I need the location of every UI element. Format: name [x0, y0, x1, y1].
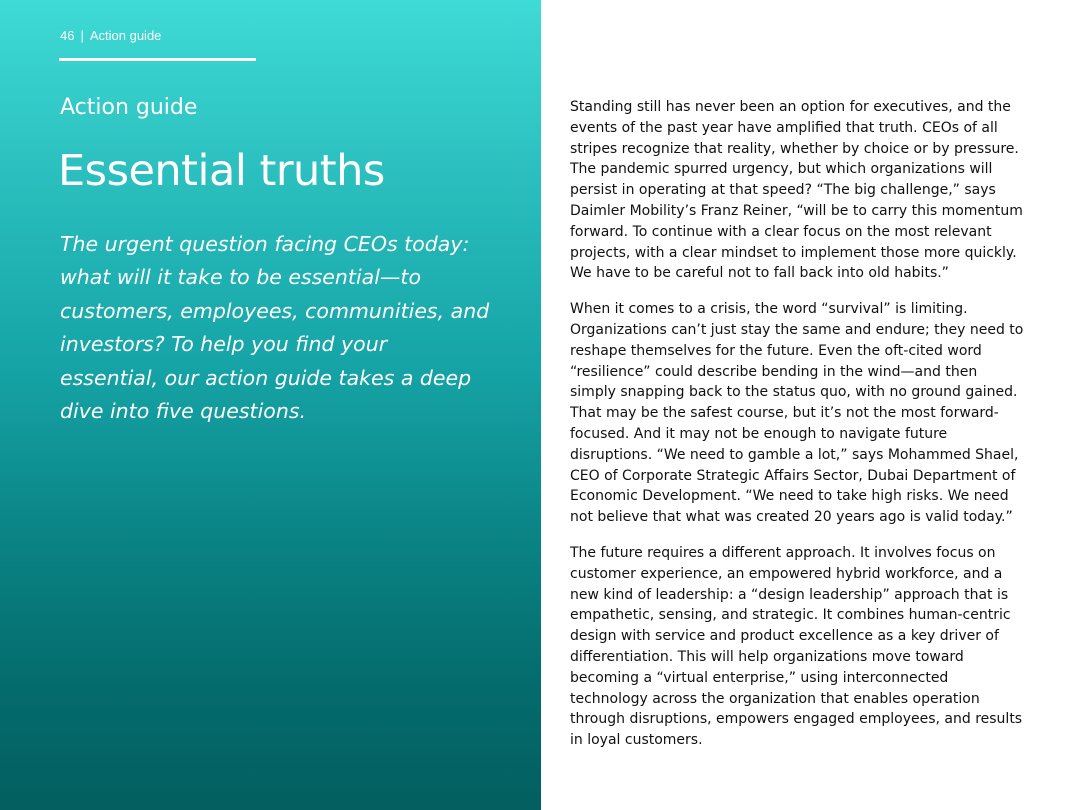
- header-rule: [59, 58, 256, 61]
- intro-text: The urgent question facing CEOs today: what will it take to be essential—to customers, employees, communities, and investors? To help you find your essential, our action guide takes a deep dive into five questions.: [60, 232, 490, 424]
- body-paragraph-3: The future requires a different approach. It involves focus on customer experience, an empowered hybrid workforce, and a new kind of leadership: a “design leadership” approach that is empathetic, sensing, and strategic. It combines human-centric design with service and product excellence as a key driver of differentiation. This will help organizations move toward becoming a “virtual enterprise,” using interconnected technology across the organization that enables operation through disruptions, empowers engaged employees, and results in loyal customers.: [570, 544, 1023, 749]
- section-label: Action guide: [60, 95, 198, 120]
- page-number: 46: [60, 28, 75, 43]
- page-header: [60, 28, 161, 43]
- page-title: Essential truths: [58, 146, 385, 196]
- body-paragraph-2: When it comes to a crisis, the word “survival” is limiting. Organizations can’t just stay the same and endure; they need to reshape themselves for the future. Even the oft-cited word “resilience” could describe bending in the wind—and then simply snapping back to the status quo, with no ground gained. That may be the safest course, but it’s not the most forward-focused. And it may not be enough to navigate future disruptions. “We need to gamble a lot,” says Mohammed Shael, CEO of Corporate Strategic Affairs Sector, Dubai Department of Economic Development. “We need to take high risks. We need not believe that what was created 20 years ago is valid today.”: [570, 301, 1024, 526]
- header-section: Action guide: [89, 28, 162, 43]
- header-separator: |: [80, 28, 84, 43]
- body-text: [570, 97, 1026, 766]
- body-paragraph-1: Standing still has never been an option for executives, and the events of the past year have amplified that truth. CEOs of all stripes recognize that reality, whether by choice or by pressure. The pandemic spurred urgency, but which organizations will persist in operating at that speed? “The big challenge,” says Daimler Mobility’s Franz Reiner, “will be to carry this momentum forward. To continue with a clear focus on the most relevant projects, with a clear mindset to implement those more quickly. We have to be careful not to fall back into old habits.”: [570, 99, 1023, 282]
